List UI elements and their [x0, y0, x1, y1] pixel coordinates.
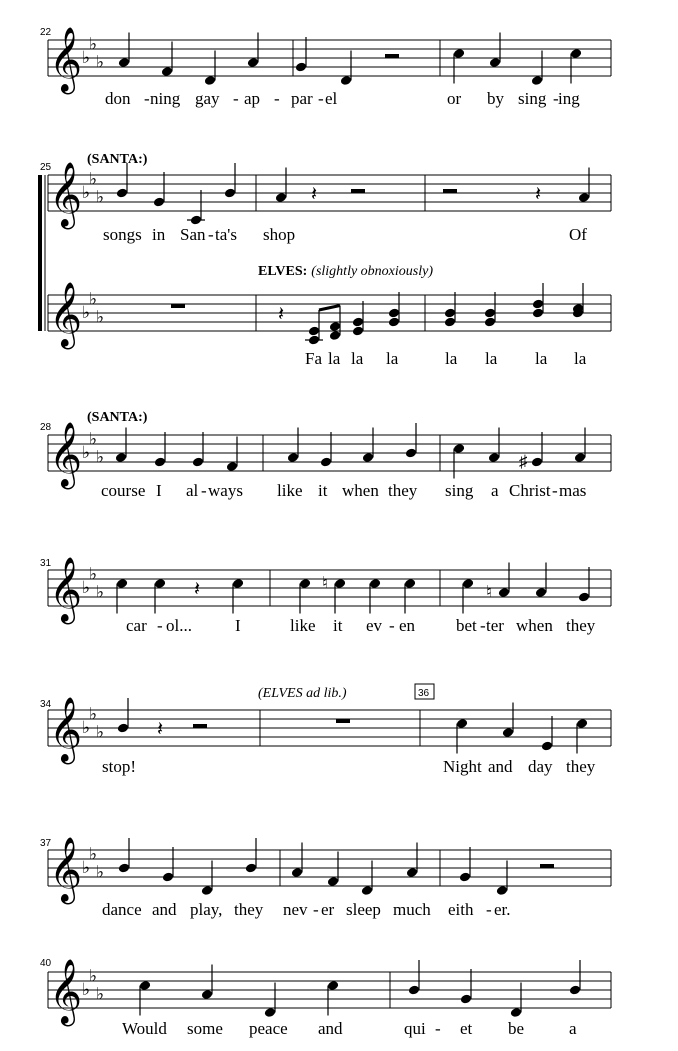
notehead: [118, 862, 131, 873]
treble-clef: 𝄞: [49, 839, 83, 901]
notehead: [201, 885, 214, 896]
lyric-syllable: la: [445, 349, 458, 368]
notehead: [226, 461, 239, 472]
lyric-syllable: en: [399, 616, 416, 635]
rehearsal-mark: 36: [418, 688, 430, 699]
notehead: [116, 187, 129, 198]
half-rest: [540, 864, 554, 868]
notehead: [531, 456, 544, 467]
lyric-syllable: sing: [445, 481, 474, 500]
lyric-syllable: nev: [283, 900, 308, 919]
lyric-syllable: a: [569, 1019, 577, 1038]
notehead: [264, 1007, 277, 1018]
lyric-syllable: Night: [443, 757, 482, 776]
lyric-syllable: ing: [558, 89, 580, 108]
lyric-hyphen: -: [233, 89, 239, 108]
flat-sign: ♭: [82, 183, 91, 202]
lyric-syllable: la: [386, 349, 399, 368]
lyric-syllable: they: [388, 481, 418, 500]
notehead: [462, 578, 475, 589]
notehead: [115, 452, 128, 463]
quarter-rest: 𝄽: [311, 183, 318, 206]
flat-sign: ♭: [89, 169, 98, 189]
lyric-hyphen: -: [435, 1019, 441, 1038]
natural-sign: ♮: [322, 573, 329, 593]
notehead: [299, 578, 312, 589]
lyric-syllable: qui: [404, 1019, 426, 1038]
notehead: [139, 980, 152, 991]
lyric-syllable: bet: [456, 616, 477, 635]
flat-sign: ♭: [82, 980, 91, 999]
character-label-elves: ELVES: (slightly obnoxiously): [258, 264, 433, 279]
lyric-syllable: et: [460, 1019, 473, 1038]
notehead: [154, 578, 167, 589]
lyrics-line: [102, 757, 596, 776]
flat-sign: ♭: [82, 443, 91, 462]
notehead: [352, 325, 365, 336]
notehead: [388, 307, 401, 318]
notehead: [574, 452, 587, 463]
notehead: [232, 578, 245, 589]
notehead: [116, 578, 129, 589]
notehead: [444, 307, 457, 318]
quarter-rest: 𝄽: [535, 183, 542, 206]
notehead: [247, 57, 260, 68]
notehead: [406, 867, 419, 878]
character-label: (SANTA:): [87, 410, 148, 425]
quarter-rest: 𝄽: [278, 303, 285, 326]
lyric-syllable: when: [342, 481, 379, 500]
beam: [319, 306, 340, 311]
lyric-syllable: dance: [102, 900, 142, 919]
lyrics-line: [101, 481, 586, 500]
flat-sign: ♭: [89, 564, 98, 584]
lyric-syllable: in: [152, 225, 166, 244]
lyric-hyphen: -: [486, 900, 492, 919]
lyrics-line: [126, 616, 596, 635]
lyric-hyphen: -: [313, 900, 319, 919]
lyric-syllable: stop!: [102, 757, 136, 776]
lyric-syllable: a: [491, 481, 499, 500]
quarter-rest: 𝄽: [194, 578, 201, 601]
lyric-syllable: mas: [559, 481, 587, 500]
notehead: [578, 192, 591, 203]
notehead: [340, 75, 353, 86]
treble-clef: 𝄞: [49, 29, 83, 91]
lyric-hyphen: -: [201, 481, 207, 500]
lyric-syllable: ning: [150, 89, 181, 108]
lyric-syllable: be: [508, 1019, 525, 1038]
half-rest: [443, 189, 457, 193]
lyric-syllable: course: [101, 481, 146, 500]
flat-sign: ♭: [89, 704, 98, 724]
lyric-hyphen: -: [144, 89, 150, 108]
treble-clef: 𝄞: [49, 284, 83, 346]
treble-clef: 𝄞: [49, 164, 83, 226]
lyric-syllable: er.: [494, 900, 511, 919]
notehead: [287, 452, 300, 463]
lyric-syllable: ways: [208, 481, 243, 500]
flat-sign: ♭: [82, 578, 91, 597]
lyric-syllable: and: [488, 757, 513, 776]
measure-number: 28: [40, 422, 52, 433]
notehead: [361, 885, 374, 896]
lyric-syllable: ta's: [215, 225, 237, 244]
notehead: [308, 325, 321, 336]
lyric-syllable: they: [566, 757, 596, 776]
notehead: [295, 61, 308, 72]
lyric-hyphen: -: [318, 89, 324, 108]
lyric-syllable: it: [318, 481, 328, 500]
lyric-syllable: day: [528, 757, 553, 776]
notehead: [459, 871, 472, 882]
lyric-syllable: they: [566, 616, 596, 635]
notehead: [327, 876, 340, 887]
notehead: [535, 587, 548, 598]
flat-sign: ♭: [89, 844, 98, 864]
staff-layer: [40, 27, 611, 1026]
flat-sign: ♭: [96, 52, 105, 72]
natural-sign: ♮: [486, 582, 493, 602]
lyric-syllable: la: [535, 349, 548, 368]
lyric-syllable: la: [574, 349, 587, 368]
lyric-syllable: gay: [195, 89, 220, 108]
lyric-syllable: much: [393, 900, 431, 919]
notehead: [352, 316, 365, 327]
notehead: [154, 456, 167, 467]
flat-sign: ♭: [82, 48, 91, 67]
lyric-hyphen: -: [389, 616, 395, 635]
lyrics-line: [102, 900, 511, 919]
notehead: [162, 871, 175, 882]
notehead: [532, 298, 545, 309]
lyric-syllable: el: [325, 89, 338, 108]
flat-sign: ♭: [96, 862, 105, 882]
lyric-syllable: by: [487, 89, 504, 108]
lyric-syllable: Fa: [305, 349, 322, 368]
lyric-syllable: ev: [366, 616, 383, 635]
lyric-syllable: ter: [486, 616, 504, 635]
flat-sign: ♭: [89, 34, 98, 54]
flat-sign: ♭: [82, 718, 91, 737]
lyric-syllable: I: [235, 616, 241, 635]
notehead: [453, 48, 466, 59]
measure-number: 25: [40, 162, 52, 173]
treble-clef: 𝄞: [49, 424, 83, 486]
measure-number: 40: [40, 958, 52, 969]
measure-number: 22: [40, 27, 52, 38]
character-label: (SANTA:): [87, 152, 148, 167]
whole-rest: [336, 719, 350, 723]
flat-sign: ♭: [96, 984, 105, 1004]
lyric-syllable: some: [187, 1019, 223, 1038]
notehead: [388, 316, 401, 327]
notehead: [456, 718, 469, 729]
notehead: [484, 307, 497, 318]
notehead: [117, 722, 130, 733]
notehead: [578, 591, 591, 602]
lyric-hyphen: -: [274, 89, 280, 108]
lyric-syllable: and: [318, 1019, 343, 1038]
notehead: [541, 740, 554, 751]
flat-sign: ♭: [82, 303, 91, 322]
lyric-syllable: eith: [448, 900, 474, 919]
notehead: [510, 1007, 523, 1018]
lyric-syllable: er: [321, 900, 335, 919]
treble-clef: 𝄞: [49, 559, 83, 621]
lyric-syllable: don: [105, 89, 131, 108]
lyric-syllable: Of: [569, 225, 587, 244]
notehead: [224, 187, 237, 198]
lyric-syllable: la: [328, 349, 341, 368]
notehead: [570, 48, 583, 59]
lyric-syllable: la: [485, 349, 498, 368]
measure-number: 31: [40, 558, 52, 569]
performance-annotation: (ELVES ad lib.): [258, 686, 347, 701]
flat-sign: ♭: [89, 966, 98, 986]
lyric-syllable: ol...: [166, 616, 192, 635]
notehead: [161, 66, 174, 77]
lyrics-line-elves: [305, 349, 587, 368]
lyric-syllable: play,: [190, 900, 223, 919]
lyric-syllable: it: [333, 616, 343, 635]
treble-clef: 𝄞: [49, 699, 83, 761]
half-rest: [385, 54, 399, 58]
lyric-hyphen: -: [157, 616, 163, 635]
lyric-hyphen: -: [480, 616, 486, 635]
notehead: [460, 993, 473, 1004]
lyric-syllable: Would: [122, 1019, 167, 1038]
half-rest: [351, 189, 365, 193]
notehead: [320, 456, 333, 467]
notehead: [204, 75, 217, 86]
flat-sign: ♭: [96, 722, 105, 742]
notehead: [327, 980, 340, 991]
flat-sign: ♭: [89, 289, 98, 309]
flat-sign: ♭: [96, 582, 105, 602]
flat-sign: ♭: [96, 187, 105, 207]
notehead: [496, 885, 509, 896]
notehead: [453, 443, 466, 454]
treble-clef: 𝄞: [49, 961, 83, 1023]
notehead: [408, 984, 421, 995]
lyric-hyphen: -: [553, 89, 559, 108]
flat-sign: ♭: [96, 447, 105, 467]
notehead: [329, 321, 342, 332]
notehead: [362, 452, 375, 463]
lyric-syllable: songs: [103, 225, 142, 244]
notehead: [404, 578, 417, 589]
notehead: [444, 316, 457, 327]
lyric-syllable: like: [290, 616, 316, 635]
lyric-syllable: and: [152, 900, 177, 919]
measure-number: 37: [40, 838, 52, 849]
notehead: [334, 578, 347, 589]
notehead: [201, 989, 214, 1000]
lyric-syllable: when: [516, 616, 553, 635]
lyric-syllable: al: [186, 481, 199, 500]
notehead: [498, 587, 511, 598]
lyrics-line: [105, 89, 580, 108]
notehead: [576, 718, 589, 729]
lyric-syllable: la: [351, 349, 364, 368]
lyric-syllable: they: [234, 900, 264, 919]
notehead: [153, 196, 166, 207]
flat-sign: ♭: [96, 307, 105, 327]
notehead: [329, 330, 342, 341]
lyric-hyphen: -: [208, 225, 214, 244]
measure-number: 34: [40, 699, 52, 710]
notehead: [569, 984, 582, 995]
lyric-syllable: ap: [244, 89, 261, 108]
lyric-syllable: or: [447, 89, 462, 108]
flat-sign: ♭: [82, 858, 91, 877]
notehead: [531, 75, 544, 86]
notes-layer: [115, 33, 591, 1019]
notehead: [245, 862, 258, 873]
notehead: [275, 192, 288, 203]
notehead: [291, 867, 304, 878]
flat-sign: ♭: [89, 429, 98, 449]
lyric-syllable: car: [126, 616, 147, 635]
lyric-syllable: I: [156, 481, 162, 500]
lyrics-line: [103, 225, 587, 244]
notehead: [502, 727, 515, 738]
lyric-syllable: sing: [518, 89, 547, 108]
lyric-syllable: sleep: [346, 900, 381, 919]
notehead: [369, 578, 382, 589]
lyric-syllable: peace: [249, 1019, 288, 1038]
lyric-syllable: par: [291, 89, 313, 108]
notehead: [118, 57, 131, 68]
lyrics-line: [122, 1019, 577, 1038]
sharp-sign: ♯: [519, 452, 528, 471]
notehead: [484, 316, 497, 327]
half-rest: [193, 724, 207, 728]
lyric-syllable: Christ: [509, 481, 551, 500]
notehead: [489, 57, 502, 68]
notehead: [488, 452, 501, 463]
whole-rest: [171, 304, 185, 308]
notehead: [405, 447, 418, 458]
lyric-syllable: shop: [263, 225, 296, 244]
notehead: [532, 307, 545, 318]
lyric-hyphen: -: [552, 481, 558, 500]
notehead: [192, 456, 205, 467]
lyric-syllable: San: [180, 225, 206, 244]
lyric-syllable: like: [277, 481, 303, 500]
quarter-rest: 𝄽: [157, 718, 164, 741]
